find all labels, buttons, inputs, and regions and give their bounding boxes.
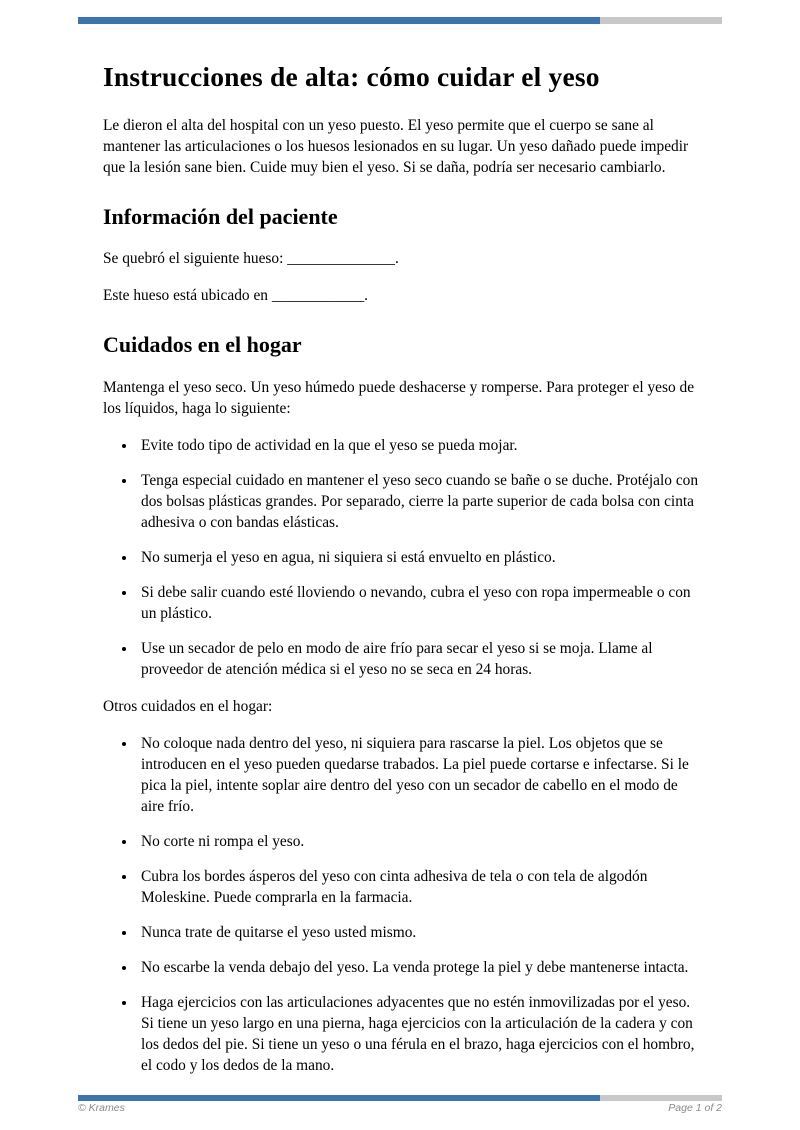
list-item: • No coloque nada dentro del yeso, ni siquiera para rascarse la piel. Los objetos que se introducen en el yeso pueden quedarse trabados. La piel puede cortarse e infectarse. Si le pica la piel, intente soplar aire dentro del yeso con un secador de cabello en el modo de aire frío. <box>137 733 699 817</box>
section-heading-home-care: Cuidados en el hogar <box>103 332 302 358</box>
other-care-intro-paragraph: Otros cuidados en el hogar: <box>103 697 273 715</box>
list-item: • No escarbe la venda debajo del yeso. La venda protege la piel y debe mantenerse intacta. <box>137 957 699 978</box>
list-item: • Nunca trate de quitarse el yeso usted mismo. <box>137 922 699 943</box>
intro-paragraph: Le dieron el alta del hospital con un yeso puesto. El yeso permite que el cuerpo se sane al mantener las articulaciones o los huesos lesionados en su lugar. Un yeso dañado puede impedir que la lesión sane bien. Cuide muy bien el yeso. Si se daña, podría ser necesario cambiarlo. <box>103 117 689 176</box>
blank-line-bone: Se quebró el siguiente hueso: ______________. <box>103 250 399 268</box>
other-care-bullet-list <box>103 733 699 1076</box>
list-item: • Use un secador de pelo en modo de aire frío para secar el yeso si se moja. Llame al proveedor de atención médica si el yeso no se seca en 24 horas. <box>137 638 699 680</box>
section-heading-patient-info: Información del paciente <box>103 204 338 229</box>
footer-rule <box>78 1095 722 1101</box>
footer-rule-gray-segment <box>600 1095 722 1101</box>
footer-rule-blue-segment <box>78 1095 600 1101</box>
list-item: • Evite todo tipo de actividad en la que el yeso se pueda mojar. <box>137 435 699 456</box>
home-care-bullet-list <box>103 435 699 680</box>
footer-page-number: Page 1 of 2 <box>668 1102 722 1114</box>
footer-copyright: © Krames <box>78 1102 125 1114</box>
header-rule-blue-segment <box>78 17 600 24</box>
header-rule <box>78 17 722 24</box>
list-item: • Haga ejercicios con las articulaciones adyacentes que no estén inmovilizadas por el yeso. Si tiene un yeso largo en una pierna, haga ejercicios con la articulación de la cadera y con los dedos del pie. Si tiene un yeso o una férula en el brazo, haga ejercicios con el hombro, el codo y los dedos de la mano. <box>137 992 699 1076</box>
blank-line-location: Este hueso está ubicado en ____________. <box>103 287 369 305</box>
header-rule-gray-segment <box>600 17 722 24</box>
page-title: Instrucciones de alta: cómo cuidar el yeso <box>103 61 600 92</box>
list-item: • Si debe salir cuando esté lloviendo o nevando, cubra el yeso con ropa impermeable o con un plástico. <box>137 582 699 624</box>
list-item: • No sumerja el yeso en agua, ni siquiera si está envuelto en plástico. <box>137 547 699 568</box>
footer <box>78 1102 722 1114</box>
list-item: • Cubra los bordes ásperos del yeso con cinta adhesiva de tela o con tela de algodón Moleskine. Puede comprarla en la farmacia. <box>137 866 699 908</box>
document-content <box>103 52 699 1092</box>
list-item: • Tenga especial cuidado en mantener el yeso seco cuando se bañe o se duche. Protéjalo con dos bolsas plásticas grandes. Por separado, cierre la parte superior de cada bolsa con cinta adhesiva o con bandas elásticas. <box>137 470 699 533</box>
home-care-intro-paragraph: Mantenga el yeso seco. Un yeso húmedo puede deshacerse y romperse. Para proteger el yeso de los líquidos, haga lo siguiente: <box>103 378 695 417</box>
list-item: • No corte ni rompa el yeso. <box>137 831 699 852</box>
